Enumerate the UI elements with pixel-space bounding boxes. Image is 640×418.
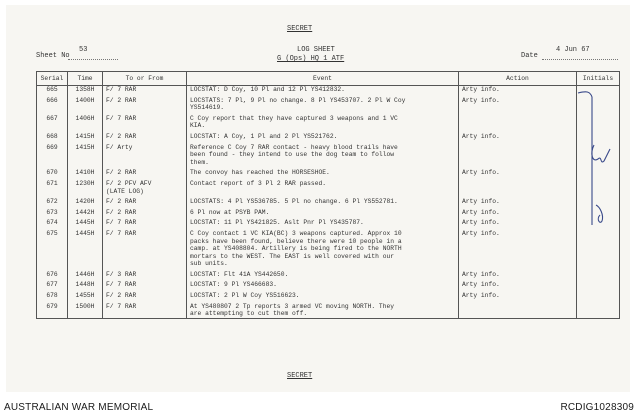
action-cell: Arty info. — [459, 230, 577, 268]
to-from-line: F/ 2 RAR — [106, 96, 137, 104]
log-row — [37, 281, 620, 289]
event-line: LOCSTAT: 11 Pl YS421825. Aslt Pnr Pl YS435787. — [190, 219, 364, 227]
to-from-line: F/ 7 RAR — [106, 302, 137, 310]
to-from-cell — [103, 219, 187, 227]
action-cell — [459, 144, 577, 167]
log-row — [37, 219, 620, 227]
column-header-initials: Initials — [577, 72, 620, 86]
to-from-cell — [103, 230, 187, 268]
initials-cell — [577, 271, 620, 279]
event-cell — [187, 97, 459, 112]
time-cell: 1448H — [68, 281, 103, 289]
event-line: mortars to the WEST. The EAST is well covered with our — [190, 252, 395, 260]
event-line: At YS480807 2 Tp reports 3 armed VC moving NORTH. They — [190, 302, 395, 310]
event-line: C Coy contact 1 VC KIA(BC) 3 weapons captured. Approx 10 — [190, 229, 402, 237]
to-from-line: (LATE LOG) — [106, 187, 144, 195]
event-line: Contact report of 3 Pl 2 RAR passed. — [190, 179, 327, 187]
event-line: C Coy report that they have captured 3 weapons and 1 VC — [190, 114, 398, 122]
to-from-cell — [103, 169, 187, 177]
time-cell: 1406H — [68, 115, 103, 130]
action-cell: Arty info. — [459, 86, 577, 94]
event-cell — [187, 209, 459, 217]
time-cell: 1420H — [68, 198, 103, 206]
column-header-serial: Serial — [37, 72, 68, 86]
log-row — [37, 133, 620, 141]
log-row — [37, 230, 620, 268]
to-from-cell — [103, 97, 187, 112]
sheet-number-rule — [68, 59, 118, 60]
serial-cell: 669 — [37, 144, 68, 167]
classification-top: SECRET — [287, 25, 313, 33]
to-from-line: F/ 7 RAR — [106, 114, 137, 122]
to-from-line: F/ 7 RAR — [106, 229, 137, 237]
log-row — [37, 198, 620, 206]
date-value: 4 Jun 67 — [556, 46, 590, 54]
to-from-line: F/ 3 RAR — [106, 270, 137, 278]
event-line: LOCSTAT: 9 Pl YS466683. — [190, 281, 277, 289]
event-cell — [187, 271, 459, 279]
table-header-row — [37, 72, 620, 86]
to-from-cell — [103, 303, 187, 319]
log-row — [37, 180, 620, 195]
to-from-cell — [103, 292, 187, 300]
footer-archive-name: AUSTRALIAN WAR MEMORIAL — [4, 402, 154, 413]
event-cell — [187, 230, 459, 268]
initials-cell — [577, 292, 620, 300]
date-rule — [542, 59, 618, 60]
event-cell — [187, 219, 459, 227]
time-cell: 1230H — [68, 180, 103, 195]
action-cell: Arty info. — [459, 169, 577, 177]
event-line: LOCSTATS: 4 Pl YS536785. 5 Pl no change. 6 Pl YS552781. — [190, 198, 398, 206]
event-cell — [187, 86, 459, 94]
serial-cell: 673 — [37, 209, 68, 217]
classification-bottom: SECRET — [287, 372, 313, 380]
event-line: them. — [190, 158, 209, 166]
event-line: KIA. — [190, 122, 206, 130]
action-cell: Arty info. — [459, 133, 577, 141]
serial-cell: 676 — [37, 271, 68, 279]
action-cell: Arty info. — [459, 209, 577, 217]
serial-cell: 675 — [37, 230, 68, 268]
sheet-number-label: Sheet No — [36, 52, 70, 60]
to-from-line: F/ 7 RAR — [106, 219, 137, 227]
to-from-cell — [103, 180, 187, 195]
event-line: LOCSTAT: Flt 41A YS442650. — [190, 270, 289, 278]
footer-record-id: RCDIG1028309 — [560, 402, 634, 413]
time-cell: 1500H — [68, 303, 103, 319]
serial-cell: 666 — [37, 97, 68, 112]
event-cell — [187, 292, 459, 300]
event-cell — [187, 169, 459, 177]
serial-cell: 665 — [37, 86, 68, 94]
event-cell — [187, 115, 459, 130]
log-table — [36, 71, 620, 319]
time-cell: 1446H — [68, 271, 103, 279]
initials-cell — [577, 230, 620, 268]
to-from-line: F/ 2 PFV AFV — [106, 179, 152, 187]
column-header-event: Event — [187, 72, 459, 86]
to-from-line: F/ Arty — [106, 143, 133, 151]
time-cell: 1358H — [68, 86, 103, 94]
to-from-line: F/ 2 RAR — [106, 169, 137, 177]
serial-cell: 668 — [37, 133, 68, 141]
log-sheet-page — [6, 5, 630, 392]
event-line: LOCSTAT: D Coy, 10 Pl and 12 Pl YS412832. — [190, 86, 345, 93]
column-header-to-or-from: To or From — [103, 72, 187, 86]
action-cell: Arty info. — [459, 97, 577, 112]
event-cell — [187, 281, 459, 289]
to-from-cell — [103, 133, 187, 141]
log-row — [37, 209, 620, 217]
log-row — [37, 303, 620, 319]
event-cell — [187, 144, 459, 167]
serial-cell: 667 — [37, 115, 68, 130]
to-from-cell — [103, 281, 187, 289]
column-header-time: Time — [68, 72, 103, 86]
log-row — [37, 271, 620, 279]
to-from-line: F/ 2 RAR — [106, 132, 137, 140]
hq-title: G (Ops) HQ 1 ATF — [277, 55, 345, 63]
time-cell: 1445H — [68, 219, 103, 227]
to-from-cell — [103, 198, 187, 206]
to-from-line: F/ 2 RAR — [106, 198, 137, 206]
to-from-cell — [103, 115, 187, 130]
log-row — [37, 115, 620, 130]
action-cell: Arty info. — [459, 281, 577, 289]
event-cell — [187, 180, 459, 195]
event-line: LOCSTAT: 2 Pl W Coy YS516623. — [190, 292, 300, 300]
action-cell: Arty info. — [459, 198, 577, 206]
log-row — [37, 86, 620, 94]
time-cell: 1400H — [68, 97, 103, 112]
archive-footer — [0, 398, 640, 418]
serial-cell: 670 — [37, 169, 68, 177]
serial-cell: 679 — [37, 303, 68, 319]
sheet-number: 53 — [79, 46, 88, 54]
to-from-cell — [103, 209, 187, 217]
event-line: 6 Pl now at PSYB PAM. — [190, 208, 270, 216]
serial-cell: 671 — [37, 180, 68, 195]
to-from-line: F/ 7 RAR — [106, 86, 137, 93]
event-line: YS514619. — [190, 104, 225, 112]
log-row — [37, 169, 620, 177]
time-cell: 1415H — [68, 133, 103, 141]
action-cell — [459, 115, 577, 130]
log-row — [37, 292, 620, 300]
to-from-line: F/ 2 RAR — [106, 208, 137, 216]
event-line: packs have been found, believe there were 10 people in a — [190, 237, 402, 245]
event-line: sub units. — [190, 260, 228, 268]
serial-cell: 674 — [37, 219, 68, 227]
event-cell — [187, 133, 459, 141]
serial-cell: 677 — [37, 281, 68, 289]
event-line: Reference C Coy 7 RAR contact - heavy blood trails have — [190, 143, 398, 151]
event-line: are attempting to cut them off. — [190, 310, 308, 318]
to-from-cell — [103, 86, 187, 94]
event-cell — [187, 303, 459, 319]
time-cell: 1442H — [68, 209, 103, 217]
event-line: LOCSTATS: 7 Pl, 9 Pl no change. 8 Pl YS453707. 2 Pl W Coy — [190, 96, 406, 104]
log-sheet-title: LOG SHEET — [297, 46, 335, 54]
event-cell — [187, 198, 459, 206]
serial-cell: 672 — [37, 198, 68, 206]
time-cell: 1445H — [68, 230, 103, 268]
to-from-line: F/ 2 RAR — [106, 292, 137, 300]
event-line: camp. at YS408804. Artillery is being fired to the NORTH — [190, 245, 402, 253]
log-row — [37, 97, 620, 112]
time-cell: 1455H — [68, 292, 103, 300]
log-row — [37, 144, 620, 167]
time-cell: 1415H — [68, 144, 103, 167]
event-line: LOCSTAT: A Coy, 1 Pl and 2 Pl YS521762. — [190, 132, 338, 140]
to-from-cell — [103, 271, 187, 279]
event-line: The convoy has reached the HORSESHOE. — [190, 169, 330, 177]
time-cell: 1410H — [68, 169, 103, 177]
to-from-cell — [103, 144, 187, 167]
action-cell: Arty info. — [459, 292, 577, 300]
column-header-action: Action — [459, 72, 577, 86]
action-cell — [459, 180, 577, 195]
date-label: Date — [521, 52, 538, 60]
initials-cell — [577, 281, 620, 289]
to-from-line: F/ 7 RAR — [106, 281, 137, 289]
event-line: been found - they intend to use the dog team to follow — [190, 151, 395, 159]
action-cell: Arty info. — [459, 271, 577, 279]
initials-cell — [577, 303, 620, 319]
serial-cell: 678 — [37, 292, 68, 300]
handwritten-initials-mark — [572, 75, 622, 235]
action-cell: Arty info. — [459, 219, 577, 227]
action-cell — [459, 303, 577, 319]
